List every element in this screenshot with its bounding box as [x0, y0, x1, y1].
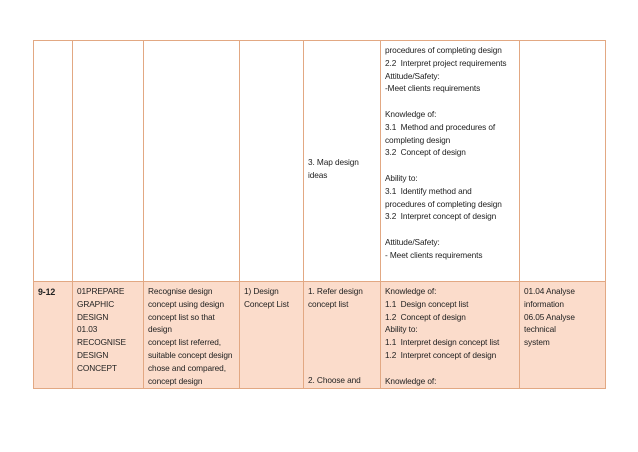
related-line: system: [524, 337, 550, 348]
content-line: 3.1 Method and procedures of: [385, 121, 496, 132]
content-line: -Meet clients requirements: [385, 83, 481, 94]
activity-line: concept list: [308, 298, 349, 309]
content-line: Ability to:: [385, 172, 418, 183]
content-line: 3.2 Interpret concept of design: [385, 211, 497, 222]
outcome-line: concept list referred,: [148, 337, 221, 348]
outcome-line: Recognise design: [148, 286, 213, 296]
related-line: information: [524, 298, 564, 309]
related-cell: [520, 41, 606, 282]
content-line: Knowledge of:: [385, 108, 437, 119]
content-line: 1.1 Design concept list: [385, 298, 469, 309]
content-line: 1.2 Interpret concept of design: [385, 349, 497, 360]
content-line: 3.1 Identify method and: [385, 185, 472, 196]
content-line: 3.2 Concept of design: [385, 147, 466, 158]
outcome-line: design: [148, 324, 172, 335]
table-row: [34, 41, 606, 282]
outcome-line: concept design: [148, 375, 203, 386]
week-cell: 9-12: [34, 282, 73, 389]
table-row: [34, 282, 606, 389]
content-line: completing design: [385, 134, 451, 145]
content-line: Knowledge of:: [385, 375, 437, 386]
unit-line: DESIGN: [77, 349, 109, 360]
outcome-cell: [144, 41, 240, 282]
content-line: 1.1 Interpret design concept list: [385, 337, 500, 348]
activity-cell: [304, 282, 381, 389]
task-line: 1) Design: [244, 286, 279, 296]
activity-line: 3. Map design: [308, 157, 359, 167]
unit-line: RECOGNISE: [77, 337, 126, 348]
task-line: Concept List: [244, 298, 289, 309]
activity-line: ideas: [308, 169, 328, 180]
week-cell: [34, 41, 73, 282]
activity-line: 1. Refer design: [308, 286, 363, 296]
task-cell: [240, 41, 304, 282]
content-line: Attitude/Safety:: [385, 236, 440, 247]
unit-cell: [73, 41, 144, 282]
content-cell: [381, 41, 520, 282]
unit-line: GRAPHIC: [77, 298, 115, 309]
content-line: 1.2 Concept of design: [385, 311, 466, 322]
content-line: procedures of completing design: [385, 45, 502, 55]
activity-cell: [304, 41, 381, 282]
content-line: 2.2 Interpret project requirements: [385, 57, 507, 68]
content-line: procedures of completing design: [385, 198, 502, 209]
related-cell: [520, 282, 606, 389]
unit-cell: [73, 282, 144, 389]
curriculum-table: [33, 40, 606, 389]
content-line: - Meet clients requirements: [385, 249, 483, 260]
content-line: Ability to:: [385, 324, 418, 335]
unit-line: CONCEPT: [77, 362, 117, 373]
outcome-line: concept list so that: [148, 311, 215, 322]
related-line: 06.05 Analyse: [524, 311, 575, 322]
content-line: Attitude/Safety:: [385, 70, 440, 81]
unit-line: 01.03: [77, 324, 98, 335]
outcome-line: chose and compared,: [148, 362, 226, 373]
outcome-cell: [144, 282, 240, 389]
unit-line: DESIGN: [77, 311, 109, 322]
activity-line: 2. Choose and: [308, 375, 361, 385]
content-cell: [381, 282, 520, 389]
outcome-line: suitable concept design: [148, 349, 233, 360]
task-cell: [240, 282, 304, 389]
related-line: 01.04 Analyse: [524, 286, 575, 296]
unit-line: 01PREPARE: [77, 286, 125, 296]
outcome-line: concept using design: [148, 298, 224, 309]
content-line: Knowledge of:: [385, 286, 437, 296]
related-line: technical: [524, 324, 556, 335]
